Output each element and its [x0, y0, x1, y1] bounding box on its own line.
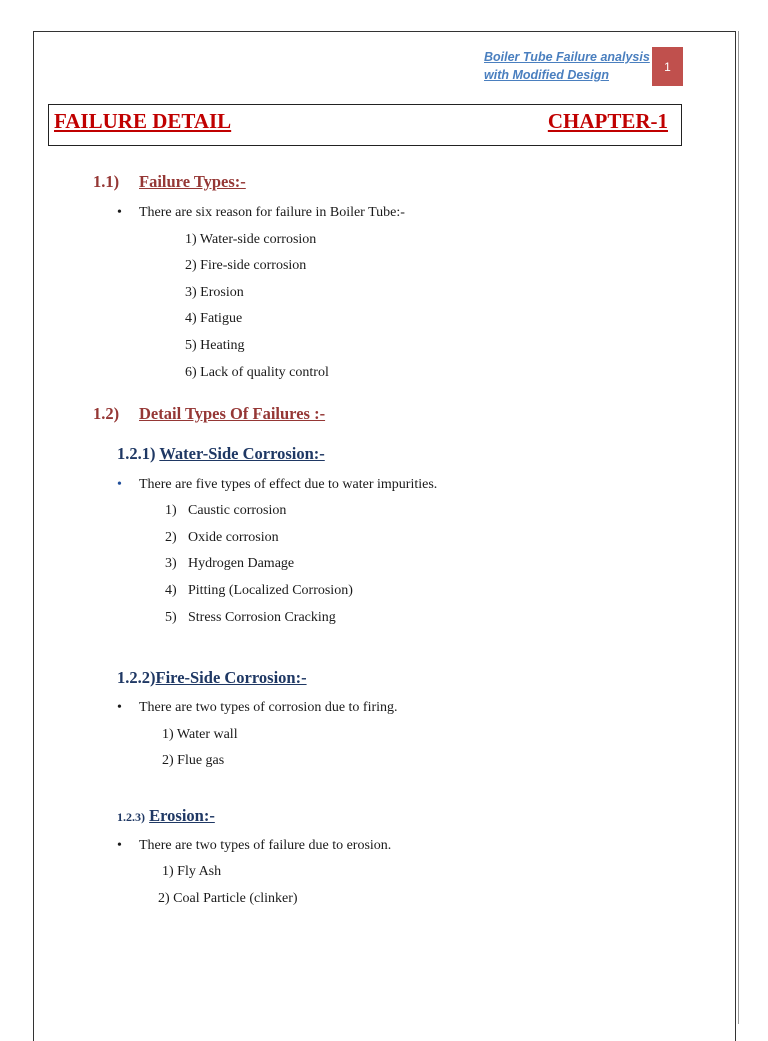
subsection-number: 1.2.3) [117, 810, 145, 824]
list-item-number: 4) [165, 583, 177, 598]
bullet-item [117, 204, 405, 222]
list-item-text: Pitting (Localized Corrosion) [188, 583, 353, 598]
section-number: 1.1) [93, 172, 120, 191]
bullet-icon: • [117, 700, 122, 715]
section-title: Failure Types:- [139, 172, 246, 191]
list-item: 4) Fatigue [185, 311, 243, 326]
list-item-number: 1) [165, 503, 177, 518]
list-item-text: Oxide corrosion [188, 530, 279, 545]
list-item-text: Hydrogen Damage [188, 556, 295, 571]
page-edge [738, 31, 739, 1024]
chapter-number: CHAPTER-1 [547, 109, 668, 133]
list-item: 2) Coal Particle (clinker) [158, 891, 298, 906]
subsection-heading-1-2-1 [117, 444, 325, 464]
list-item-text: Stress Corrosion Cracking [188, 610, 336, 625]
list-item [165, 609, 336, 627]
list-item: 1) Fly Ash [162, 864, 222, 879]
subsection-heading-1-2-3 [117, 806, 215, 826]
list-item-text: Caustic corrosion [188, 503, 287, 518]
bullet-item [117, 837, 392, 855]
list-item [165, 529, 279, 547]
list-item-number: 3) [165, 556, 177, 571]
chapter-title: FAILURE DETAIL [54, 109, 232, 133]
page-number: 1 [664, 59, 671, 74]
list-item: 2) Flue gas [162, 753, 225, 768]
running-header [484, 48, 650, 84]
bullet-text: There are six reason for failure in Boiler Tube:- [139, 205, 405, 220]
subsection-title: Water-Side Corrosion:- [159, 444, 325, 463]
list-item [165, 555, 294, 573]
list-item [165, 582, 353, 600]
bullet-icon: • [117, 477, 122, 492]
subsection-number: 1.2.2) [117, 668, 156, 687]
list-item-number: 5) [165, 610, 177, 625]
list-item: 1) Water wall [162, 727, 238, 742]
subsection-title: Erosion:- [149, 806, 215, 825]
section-title: Detail Types Of Failures :- [139, 404, 326, 423]
chapter-heading-box [48, 104, 682, 146]
bullet-item [117, 699, 398, 717]
section-heading-1-1 [93, 172, 246, 192]
bullet-text: There are two types of corrosion due to firing. [139, 700, 398, 715]
list-item: 3) Erosion [185, 285, 244, 300]
header-title-line2: with Modified Design [484, 68, 609, 82]
section-number: 1.2) [93, 404, 120, 423]
page-number-badge [652, 47, 683, 86]
list-item: 6) Lack of quality control [185, 365, 329, 380]
list-item-number: 2) [165, 530, 177, 545]
header-title-line1: Boiler Tube Failure analysis [484, 50, 650, 64]
subsection-title: Fire-Side Corrosion:- [155, 668, 307, 687]
subsection-number: 1.2.1) [117, 444, 156, 463]
bullet-item [117, 476, 438, 494]
list-item: 5) Heating [185, 338, 245, 353]
bullet-icon: • [117, 205, 122, 220]
list-item: 1) Water-side corrosion [185, 232, 317, 247]
list-item: 2) Fire-side corrosion [185, 258, 307, 273]
bullet-text: There are five types of effect due to water impurities. [139, 477, 438, 492]
subsection-heading-1-2-2 [117, 668, 307, 688]
section-heading-1-2 [93, 404, 325, 424]
bullet-icon: • [117, 838, 122, 853]
list-item [165, 502, 286, 520]
bullet-text: There are two types of failure due to erosion. [139, 838, 392, 853]
